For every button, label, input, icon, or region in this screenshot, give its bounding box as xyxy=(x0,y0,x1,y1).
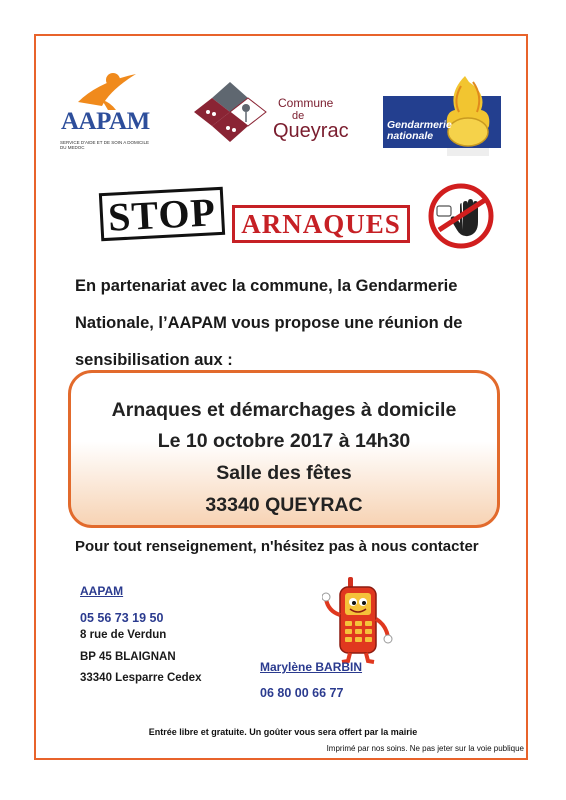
aapam-street: 8 rue de Verdun xyxy=(80,629,167,641)
gendarmerie-logo xyxy=(383,72,501,162)
aapam-bp: BP 45 BLAIGNAN xyxy=(80,651,176,663)
aapam-logo-text: AAPAM xyxy=(61,108,150,135)
intro-line: En partenariat avec la commune, la Gendarmerie xyxy=(75,277,458,295)
aapam-city: 33340 Lesparre Cedex xyxy=(80,672,202,684)
gendarmerie-line2: nationale xyxy=(387,130,434,142)
aapam-figure-icon xyxy=(58,70,153,110)
no-entry-hand-icon xyxy=(427,182,495,250)
contact-invitation: Pour tout renseignement, n'hésitez pas à nous contacter xyxy=(75,538,479,555)
intro-line: Nationale, l’AAPAM vous propose une réunion de xyxy=(75,314,463,332)
contact-person-name: Marylène BARBIN xyxy=(260,660,363,674)
aapam-phone: 05 56 73 19 50 xyxy=(80,611,164,625)
phone-mascot-icon xyxy=(322,575,394,665)
event-title: Arnaques et démarchages à domicile xyxy=(111,399,457,421)
event-place: Salle des fêtes xyxy=(216,462,352,484)
aapam-logo-subtitle: SERVICE D'AIDE ET DE SOIN A DOMICILE DU MEDOC xyxy=(60,140,149,150)
gendarmerie-grenade-icon xyxy=(383,72,501,162)
queyrac-name-label: Queyrac xyxy=(273,120,349,142)
queyrac-commune-label: Commune xyxy=(278,96,334,110)
event-date: Le 10 octobre 2017 à 14h30 xyxy=(157,430,411,452)
footer-printed-notice: Imprimé par nos soins. Ne pas jeter sur la voie publique xyxy=(326,744,524,753)
gendarmerie-line1: Gendarmerie xyxy=(387,119,452,131)
queyrac-de-label: de xyxy=(292,110,305,122)
aapam-contact-title: AAPAM xyxy=(80,584,124,598)
contact-person-phone: 06 80 00 66 77 xyxy=(260,686,344,700)
aapam-logo xyxy=(58,70,153,160)
queyrac-logo xyxy=(190,78,350,148)
queyrac-emblem-icon xyxy=(190,78,270,148)
footer-free-entry: Entrée libre et gratuite. Un goûter vous sera offert par la mairie xyxy=(148,727,418,737)
arnaques-stamp: ARNAQUES xyxy=(232,205,410,243)
stop-sign: STOP xyxy=(99,187,225,241)
event-details-box xyxy=(68,370,500,528)
intro-line: sensibilisation aux : xyxy=(75,351,233,369)
gendarmerie-logo-text xyxy=(387,120,457,142)
intro-paragraph xyxy=(75,268,495,379)
event-city: 33340 QUEYRAC xyxy=(205,494,363,516)
